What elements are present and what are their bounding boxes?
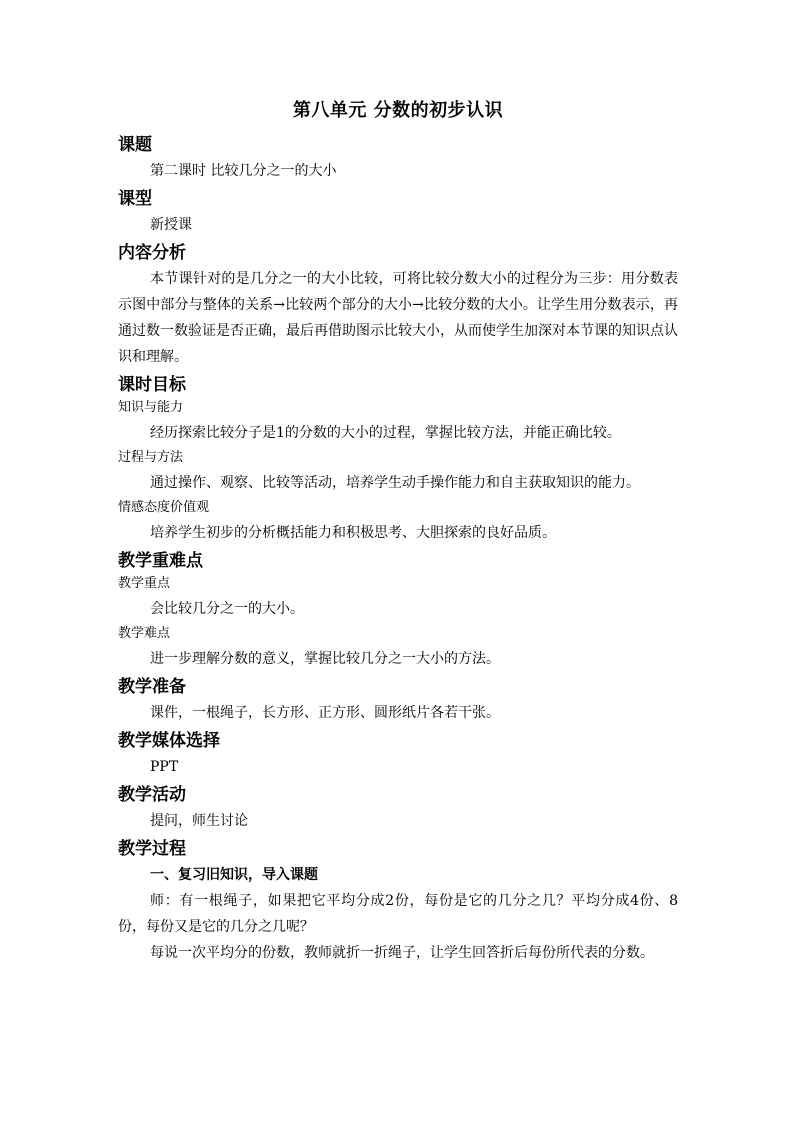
activity-text: 提问，师生讨论 [150,813,248,829]
analysis-text: 本节课针对的是几分之一的大小比较，可将比较分数大小的过程分为三步：用分数表示图中部分与整体的关系→比较两个部分的大小→比较分数的大小。让学生用分数表示，再通过数一数验证是否正确，最后再借助图示比较大小，从而使学生加深对本节课的知识点认识和理解。 [118,271,678,365]
process-heading: 教学过程 [118,839,186,859]
document-title: 第八单元 分数的初步认识 [292,100,504,121]
section-prep [118,676,678,726]
type-heading: 课型 [118,189,152,209]
difficult-heading: 教学难点 [118,626,171,641]
knowledge-heading: 知识与能力 [118,400,184,415]
topic-text: 第二课时 比较几分之一的大小 [150,163,337,179]
section-media [118,730,678,780]
prep-text: 课件，一根绳子，长方形、正方形、圆形纸片各若干张。 [150,705,500,721]
process-method-heading: 过程与方法 [118,450,184,465]
media-text: PPT [150,759,179,775]
activity-heading: 教学活动 [118,785,186,805]
media-heading: 教学媒体选择 [118,731,220,751]
section-process [118,838,678,966]
step1-heading: 一、复习旧知识，导入课题 [150,867,318,883]
goals-heading: 课时目标 [118,375,186,395]
step1-paragraph-2: 每说一次平均分的份数，教师就折一折绳子，让学生回答折后每份所代表的分数。 [150,945,654,961]
knowledge-text: 经历探索比较分子是1的分数的大小的过程，掌握比较方法，并能正确比较。 [150,425,621,441]
step1-paragraph-1: 师：有一根绳子，如果把它平均分成2份，每份是它的几分之几？平均分成4份、8份，每份又是它的几分之几呢？ [118,893,678,935]
analysis-heading: 内容分析 [118,243,186,263]
document-page [118,98,678,966]
section-analysis [118,242,678,370]
section-activity [118,784,678,834]
prep-heading: 教学准备 [118,677,186,697]
key-heading: 教学重点 [118,576,171,591]
emotion-text: 培养学生初步的分析概括能力和积极思考、大胆探索的良好品质。 [150,525,556,541]
section-type [118,188,678,238]
section-goals [118,374,678,546]
key-text: 会比较几分之一的大小。 [150,601,304,617]
difficult-text: 进一步理解分数的意义，掌握比较几分之一大小的方法。 [150,651,500,667]
type-text: 新授课 [150,217,192,233]
keypoints-heading: 教学重难点 [118,551,203,571]
process-method-text: 通过操作、观察、比较等活动，培养学生动手操作能力和自主获取知识的能力。 [150,475,640,491]
emotion-heading: 情感态度价值观 [118,500,210,515]
section-keypoints [118,550,678,672]
topic-heading: 课题 [118,135,152,155]
section-topic [118,134,678,184]
